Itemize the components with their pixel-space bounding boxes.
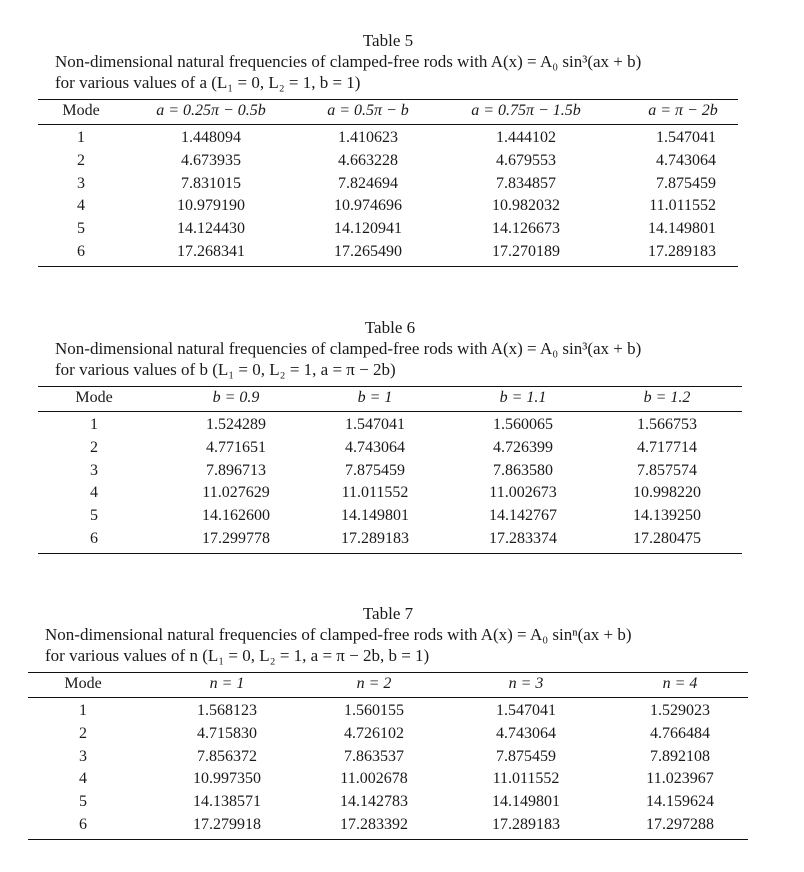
table-cell: 4	[79, 770, 87, 788]
table-cell: 14.120941	[334, 220, 402, 238]
table-cell: 6	[90, 529, 98, 547]
table-body	[38, 412, 742, 553]
table-cell: 7.863537	[344, 747, 404, 765]
table-cell: 14.149801	[492, 793, 560, 811]
table-row	[38, 241, 738, 264]
table-caption-line2: for various values of n (L₁ = 0, L₂ = 1, a = π − 2b, b = 1)	[45, 646, 430, 665]
table-cell: 17.299778	[202, 529, 270, 547]
table-cell: 4.663228	[338, 151, 398, 169]
table-cell: 7.831015	[181, 174, 241, 192]
table-cell: 11.011552	[649, 197, 716, 215]
table-cell: 14.142767	[489, 507, 557, 525]
table-cell: 4.726399	[493, 438, 553, 456]
table-row	[28, 746, 748, 769]
table-header-row	[38, 387, 742, 411]
table-label: Table 5	[362, 31, 414, 50]
table-cell: 4.726102	[344, 724, 404, 742]
header-cell: b = 1	[357, 389, 393, 406]
table-cell: 7.857574	[637, 461, 697, 479]
table-row	[38, 460, 742, 483]
table-cell: 5	[79, 793, 87, 811]
table-cell: 1.547041	[656, 129, 716, 146]
table-cell: 5	[77, 220, 85, 238]
table-cell: 1.524289	[206, 416, 266, 433]
table-cell: 4.673935	[181, 151, 241, 169]
table-cell: 7.875459	[496, 747, 556, 765]
header-cell: a = π − 2b	[648, 102, 718, 119]
table-5	[38, 30, 738, 267]
table-cell: 10.979190	[177, 197, 245, 215]
header-cell: n = 4	[662, 675, 698, 692]
table-cell: 7.892108	[650, 747, 710, 765]
table-row	[38, 218, 738, 241]
table-cell: 4.715830	[197, 724, 257, 742]
table-cell: 11.011552	[492, 770, 560, 788]
table-cell: 10.974696	[334, 197, 402, 215]
table-body	[28, 698, 748, 839]
table-cell: 1.547041	[345, 416, 405, 433]
table-cell: 17.265490	[334, 242, 402, 260]
table-bottom-rule	[38, 266, 738, 267]
table-cell: 1.566753	[637, 416, 697, 433]
table-cell: 3	[90, 461, 98, 479]
table-caption-line1: Non-dimensional natural frequencies of clamped-free rods with A(x) = A₀ sin³(ax + b)	[55, 339, 642, 358]
table-header-row	[28, 673, 748, 697]
table-cell: 7.856372	[197, 747, 257, 765]
table-cell: 17.289183	[492, 815, 560, 833]
table-cell: 7.863580	[493, 461, 553, 479]
table-row	[38, 414, 742, 437]
table-cell: 4.766484	[650, 724, 710, 742]
table-cell: 7.824694	[338, 174, 398, 192]
table-body	[38, 125, 738, 266]
table-cell: 4.743064	[345, 438, 405, 456]
table-cell: 2	[79, 724, 87, 742]
table-cell: 1.568123	[197, 702, 257, 719]
table-cell: 1.547041	[496, 702, 556, 719]
table-row	[28, 768, 748, 791]
table-row	[28, 791, 748, 814]
table-row	[38, 127, 738, 150]
table-cell: 14.159624	[646, 793, 714, 811]
header-cell: n = 2	[356, 675, 392, 692]
table-row	[38, 437, 742, 460]
table-cell: 1.529023	[650, 702, 710, 719]
table-cell: 10.998220	[633, 484, 701, 502]
table-cell: 2	[77, 151, 85, 169]
table-cell: 3	[77, 174, 85, 192]
table-caption-line2: for various values of a (L₁ = 0, L₂ = 1, b = 1)	[55, 73, 361, 92]
table-header-row	[38, 100, 738, 124]
table-caption-line2: for various values of b (L₁ = 0, L₂ = 1, a = π − 2b)	[55, 360, 396, 379]
table-cell: 7.834857	[496, 174, 556, 192]
table-caption-line1: Non-dimensional natural frequencies of clamped-free rods with A(x) = A₀ sin³(ax + b)	[55, 52, 642, 71]
table-cell: 6	[77, 242, 85, 260]
table-cell: 1.448094	[181, 129, 241, 146]
table-cell: 14.126673	[492, 220, 560, 238]
table-cell: 17.268341	[177, 242, 245, 260]
table-cell: 17.270189	[492, 242, 560, 260]
table-6	[38, 317, 742, 554]
table-cell: 1.410623	[338, 129, 398, 146]
table-cell: 4	[90, 484, 98, 502]
table-cell: 7.896713	[206, 461, 266, 479]
header-cell: a = 0.75π − 1.5b	[471, 102, 581, 119]
table-row	[38, 150, 738, 173]
table-cell: 14.139250	[633, 507, 701, 525]
table-cell: 17.289183	[341, 529, 409, 547]
header-cell: b = 0.9	[212, 389, 260, 406]
table-cell: 17.283374	[489, 529, 557, 547]
table-cell: 3	[79, 747, 87, 765]
table-cell: 10.997350	[193, 770, 261, 788]
table-label: Table 6	[364, 318, 416, 337]
table-cell: 7.875459	[656, 174, 716, 192]
table-cell: 14.138571	[193, 793, 261, 811]
table-cell: 14.142783	[340, 793, 408, 811]
header-cell: Mode	[64, 675, 102, 692]
table-cell: 11.002673	[489, 484, 557, 502]
header-cell: b = 1.1	[499, 389, 547, 406]
table-cell: 17.283392	[340, 815, 408, 833]
table-cell: 17.279918	[193, 815, 261, 833]
table-cell: 4	[77, 197, 85, 215]
table-cell: 7.875459	[345, 461, 405, 479]
table-bottom-rule	[28, 839, 748, 840]
header-cell: Mode	[75, 389, 113, 406]
table-caption-line1: Non-dimensional natural frequencies of clamped-free rods with A(x) = A₀ sinⁿ(ax + b)	[45, 625, 632, 644]
table-cell: 5	[90, 507, 98, 525]
table-row	[28, 723, 748, 746]
header-cell: Mode	[62, 102, 100, 119]
table-cell: 14.149801	[341, 507, 409, 525]
table-cell: 10.982032	[492, 197, 560, 215]
header-cell: a = 0.25π − 0.5b	[156, 102, 266, 119]
table-cell: 4.679553	[496, 151, 556, 169]
table-cell: 1	[77, 129, 85, 146]
table-row	[38, 505, 742, 528]
table-row	[38, 173, 738, 196]
table-row	[28, 814, 748, 837]
table-label: Table 7	[362, 604, 414, 623]
table-bottom-rule	[38, 553, 742, 554]
header-cell: a = 0.5π − b	[327, 102, 409, 119]
table-cell: 4.771651	[206, 438, 266, 456]
table-row	[38, 195, 738, 218]
table-cell: 1	[79, 702, 87, 719]
table-cell: 17.297288	[646, 815, 714, 833]
table-cell: 17.289183	[648, 242, 716, 260]
table-cell: 6	[79, 815, 87, 833]
table-row	[28, 700, 748, 723]
table-cell: 14.124430	[177, 220, 245, 238]
table-cell: 14.149801	[648, 220, 716, 238]
table-cell: 11.011552	[341, 484, 409, 502]
table-cell: 1.560065	[493, 416, 553, 433]
table-cell: 17.280475	[633, 529, 701, 547]
table-cell: 11.002678	[340, 770, 408, 788]
table-cell: 11.027629	[202, 484, 270, 502]
table-cell: 4.743064	[656, 151, 716, 169]
table-cell: 11.023967	[646, 770, 714, 788]
table-cell: 4.717714	[637, 438, 697, 456]
header-cell: n = 1	[209, 675, 245, 692]
table-cell: 1	[90, 416, 98, 433]
table-row	[38, 482, 742, 505]
table-row	[38, 528, 742, 551]
header-cell: n = 3	[508, 675, 544, 692]
header-cell: b = 1.2	[643, 389, 691, 406]
table-7	[28, 603, 748, 840]
table-cell: 1.444102	[496, 129, 556, 146]
table-cell: 1.560155	[344, 702, 404, 719]
table-cell: 4.743064	[496, 724, 556, 742]
table-cell: 2	[90, 438, 98, 456]
table-cell: 14.162600	[202, 507, 270, 525]
